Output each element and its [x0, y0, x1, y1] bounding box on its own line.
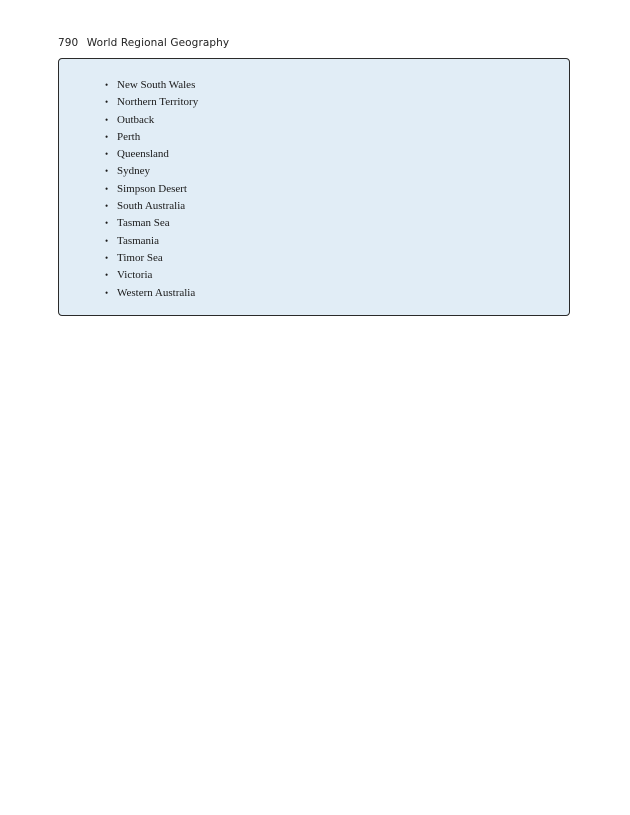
list-item-label: Simpson Desert	[117, 182, 187, 195]
bullet-icon: •	[105, 80, 109, 90]
list-item-label: New South Wales	[117, 79, 196, 91]
list-item-label: Tasmania	[117, 234, 159, 247]
list-item-label: Perth	[117, 130, 141, 143]
bullet-icon: •	[105, 201, 109, 212]
bullet-icon: •	[105, 149, 109, 160]
bullet-icon: •	[105, 287, 109, 298]
key-terms-box	[58, 58, 570, 316]
list-item-label: Tasman Sea	[117, 217, 170, 230]
bullet-icon: •	[105, 252, 109, 263]
bullet-icon: •	[105, 114, 109, 125]
list-item-label: Sydney	[117, 165, 150, 178]
list-item-label: Queensland	[117, 148, 169, 161]
list-item-label: Western Australia	[117, 286, 196, 299]
bullet-icon: •	[105, 166, 109, 177]
bullet-icon: •	[105, 131, 109, 142]
bullet-icon: •	[105, 235, 109, 246]
page-number: 790	[58, 37, 79, 49]
list-item-label: Victoria	[117, 269, 153, 282]
book-title: World Regional Geography	[86, 37, 230, 49]
list-item-label: Timor Sea	[117, 251, 163, 264]
bullet-icon: •	[105, 270, 109, 281]
bullet-icon: •	[105, 218, 109, 229]
bullet-icon: •	[105, 97, 109, 108]
list-item-label: Outback	[117, 113, 155, 126]
list-item-label: Northern Territory	[117, 96, 199, 109]
list-item-label: South Australia	[117, 200, 186, 213]
page-header	[58, 37, 229, 49]
bullet-icon: •	[105, 183, 109, 194]
